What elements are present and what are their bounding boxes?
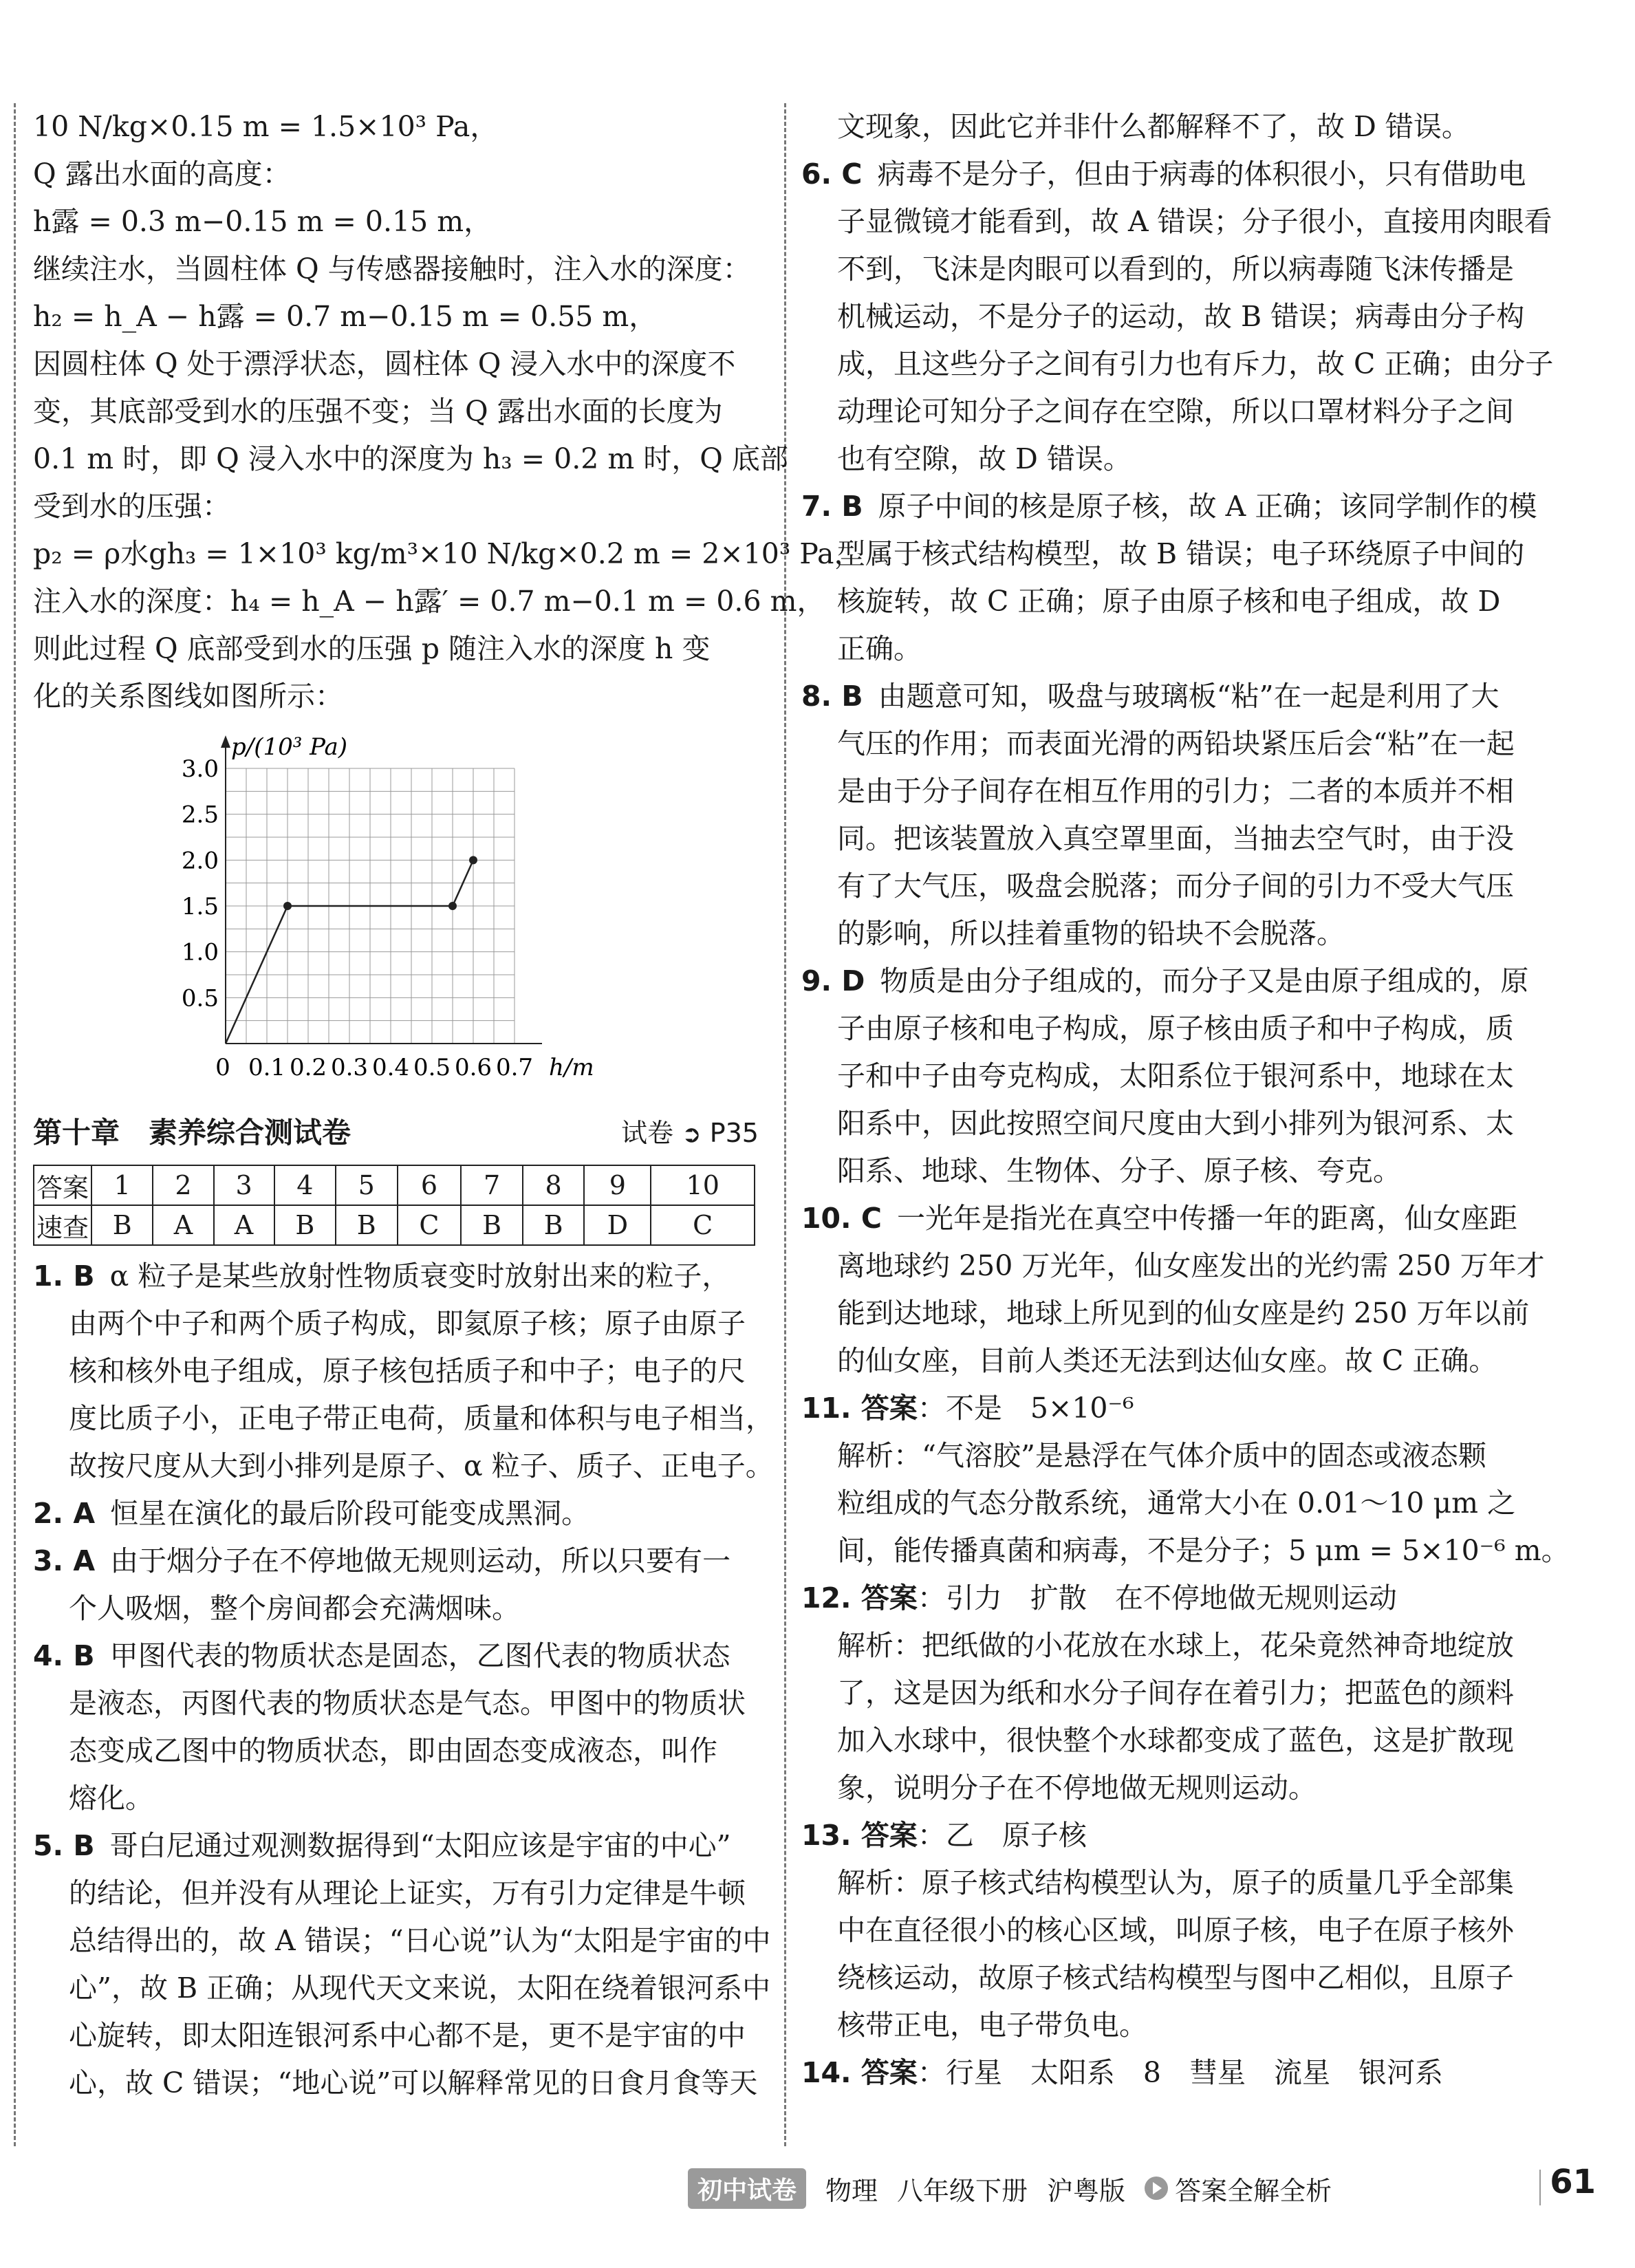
answer-item <box>801 1575 1599 1812</box>
answer-text: 由于烟分子在不停地做无规则运动，所以只要有一 <box>110 1544 731 1577</box>
answer-line: 离地球约 250 万光年，仙女座发出的光约需 250 万年才 <box>837 1249 1545 1282</box>
answer-text: α 粒子是某些放射性物质衰变时放射出来的粒子， <box>109 1260 730 1293</box>
answer-number-row <box>34 1165 755 1205</box>
answer-line: 核带正电，电子带负电。 <box>837 2009 1147 2042</box>
answer-line: 心旋转，即太阳连银河系中心都不是，更不是宇宙的中 <box>69 2019 746 2052</box>
answer-number-label: 9. D <box>801 964 865 997</box>
footer-subject: 物理 <box>825 2175 878 2206</box>
answer-line: 的结论，但并没有从理论上证实，万有引力定律是牛顿 <box>69 1877 746 1910</box>
page-footer <box>688 2163 1596 2210</box>
answer-line <box>801 151 1599 198</box>
answer-number-label: 14. 答案 <box>801 2056 918 2089</box>
answer-item <box>33 1253 774 1490</box>
answer-text: ：不是 5×10⁻⁶ <box>917 1392 1134 1425</box>
answer-item <box>801 958 1599 1195</box>
answer-number-label: 4. B <box>33 1639 95 1672</box>
data-point <box>283 902 292 910</box>
footer-tagline: 答案全解全析 <box>1175 2175 1332 2206</box>
answer-text: 由题意可知，吸盘与玻璃板“粘”在一起是利用了大 <box>878 680 1499 713</box>
data-point <box>469 856 477 864</box>
footer-edition: 沪粤版 <box>1047 2175 1126 2206</box>
text-line: Q 露出水面的高度： <box>33 158 291 191</box>
right-answer-list <box>801 151 1599 2097</box>
answer-number-label: 7. B <box>801 490 863 523</box>
answer-line: 解析：把纸做的小花放在水球上，花朵竟然神奇地绽放 <box>837 1629 1514 1662</box>
text-line: 受到水的压强： <box>33 490 230 523</box>
answer-line: 同。把该装置放入真空罩里面，当抽去空气时，由于没 <box>837 822 1514 855</box>
answer-line: 机械运动，不是分子的运动，故 B 错误；病毒由分子构 <box>837 300 1525 333</box>
answer-line: 正确。 <box>837 632 922 665</box>
right-column <box>801 103 1599 2097</box>
answer-line <box>33 1822 759 1870</box>
series-badge: 初中试卷 <box>688 2168 806 2209</box>
answer-line <box>33 1490 759 1537</box>
answer-line: 个人吸烟，整个房间都会充满烟味。 <box>69 1592 520 1625</box>
answer-line: 故按尺度从大到小排列是原子、α 粒子、质子、正电子。 <box>69 1449 774 1482</box>
ref-page: P35 <box>709 1118 759 1148</box>
column-divider <box>784 103 786 2146</box>
answer-number-label: 12. 答案 <box>801 1581 918 1614</box>
text-line: 0.1 m 时，即 Q 浸入水中的深度为 h₃ = 0.2 m 时，Q 底部 <box>33 442 788 475</box>
answer-line: 阳系、地球、生物体、分子、原子核、夸克。 <box>837 1154 1401 1187</box>
answer-line: 绕核运动，故原子核式结构模型与图中乙相似，且原子 <box>837 1961 1514 1994</box>
answer-line: 阳系中，因此按照空间尺度由大到小排列为银河系、太 <box>837 1107 1514 1140</box>
answer-line <box>33 1537 759 1585</box>
x-tick-label: 0.2 <box>289 1054 327 1081</box>
answer-row-head: 答案 <box>34 1165 91 1205</box>
answer-line <box>801 1195 1599 1242</box>
answer-line <box>801 1812 1599 1859</box>
y-axis-label: p/(10³ Pa) <box>231 733 348 761</box>
answer-line <box>33 1253 759 1300</box>
answer-line: 态变成乙图中的物质状态，即由固态变成液态，叫作 <box>69 1734 717 1767</box>
text-line: 因圆柱体 Q 处于漂浮状态，圆柱体 Q 浸入水中的深度不 <box>33 347 736 380</box>
answer-item <box>801 151 1599 483</box>
answer-number-label: 11. 答案 <box>801 1392 918 1425</box>
answer-line: 粒组成的气态分散系统，通常大小在 0.01～10 μm 之 <box>837 1487 1516 1520</box>
answer-text: 恒星在演化的最后阶段可能变成黑洞。 <box>110 1497 590 1530</box>
y-tick-label: 1.0 <box>181 938 219 966</box>
answer-line: 成，且这些分子之间有引力也有斥力，故 C 正确；由分子 <box>837 347 1554 380</box>
play-icon <box>1145 2177 1168 2200</box>
answer-line: 象，说明分子在不停地做无规则运动。 <box>837 1771 1317 1804</box>
answer-line: 型属于核式结构模型，故 B 错误；电子环绕原子中间的 <box>837 537 1525 570</box>
section-header <box>33 1105 759 1160</box>
answer-line: 的影响，所以挂着重物的铅块不会脱落。 <box>837 917 1345 950</box>
answer-number: 3 <box>214 1165 274 1205</box>
answer-letter: C <box>651 1205 755 1245</box>
answer-line: 总结得出的，故 A 错误；“日心说”认为“太阳是宇宙的中 <box>69 1924 771 1957</box>
answer-line: 子由原子核和电子构成，原子核由质子和中子构成，质 <box>837 1012 1514 1045</box>
x-tick-label: 0.6 <box>454 1054 492 1081</box>
x-tick-label: 0.5 <box>413 1054 451 1081</box>
answer-number-label: 6. C <box>801 158 863 191</box>
answer-line: 熔化。 <box>69 1782 153 1815</box>
text-line: 注入水的深度：h₄ = h_A − h露′ = 0.7 m−0.1 m = 0.6 m， <box>33 585 825 618</box>
answer-text: 物质是由分子组成的，而分子又是由原子组成的，原 <box>880 964 1529 997</box>
answer-line: 加入水球中，很快整个水球都变成了蓝色，这是扩散现 <box>837 1724 1514 1757</box>
x-tick-label: 0.3 <box>330 1054 369 1081</box>
answer-number: 9 <box>584 1165 651 1205</box>
text-line: 变，其底部受到水的压强不变；当 Q 露出水面的长度为 <box>33 395 723 428</box>
data-point <box>448 902 457 910</box>
answer-number-label: 1. B <box>33 1260 95 1293</box>
footer-grade: 八年级下册 <box>897 2175 1028 2206</box>
x-tick-label: 0.7 <box>495 1054 534 1081</box>
answer-letter: B <box>523 1205 584 1245</box>
answer-letter: A <box>214 1205 274 1245</box>
y-tick-label: 1.5 <box>181 893 219 920</box>
answer-line: 气压的作用；而表面光滑的两铅块紧压后会“粘”在一起 <box>837 727 1515 760</box>
text-line: 继续注水，当圆柱体 Q 与传感器接触时，注入水的深度： <box>33 252 751 285</box>
answer-letter: D <box>584 1205 651 1245</box>
left-margin-divider <box>14 103 16 2146</box>
answer-item <box>33 1822 771 2107</box>
continued-line: 文现象，因此它并非什么都解释不了，故 D 错误。 <box>837 110 1470 143</box>
answer-line <box>801 673 1599 720</box>
answer-line: 解析：原子核式结构模型认为，原子的质量几乎全部集 <box>837 1866 1514 1899</box>
answer-number-label: 13. 答案 <box>801 1819 918 1852</box>
answer-line: 间，能传播真菌和病毒，不是分子；5 μm = 5×10⁻⁶ m。 <box>837 1534 1570 1567</box>
answer-text: 病毒不是分子，但由于病毒的体积很小，只有借助电 <box>877 158 1526 191</box>
answer-line: 解析：“气溶胶”是悬浮在气体介质中的固态或液态颗 <box>837 1439 1486 1472</box>
answer-number: 8 <box>523 1165 584 1205</box>
answer-line: 由两个中子和两个质子构成，即氦原子核；原子由原子 <box>69 1307 746 1340</box>
answer-item <box>801 1385 1599 1575</box>
page-number: 61 <box>1550 2163 1596 2201</box>
ref-label: 试卷 <box>621 1118 674 1148</box>
answer-text: ：行星 太阳系 8 彗星 流星 银河系 <box>917 2056 1443 2089</box>
answer-number-label: 8. B <box>801 680 863 713</box>
answer-line: 的仙女座，目前人类还无法到达仙女座。故 C 正确。 <box>837 1344 1497 1377</box>
y-tick-label: 2.0 <box>181 847 219 875</box>
answer-text: 甲图代表的物质状态是固态，乙图代表的物质状态 <box>109 1639 730 1672</box>
answer-item <box>801 483 1599 673</box>
answer-text: ：乙 原子核 <box>917 1819 1087 1852</box>
y-axis-arrow <box>221 735 230 748</box>
answer-line: 了，这是因为纸和水分子间存在着引力；把蓝色的颜料 <box>837 1676 1514 1709</box>
y-tick-label: 2.5 <box>181 801 219 829</box>
answer-letter: B <box>336 1205 397 1245</box>
answer-item <box>33 1490 759 1537</box>
y-tick-label: 0.5 <box>181 984 219 1013</box>
answer-item <box>801 1195 1599 1385</box>
text-line: 则此过程 Q 底部受到水的压强 p 随注入水的深度 h 变 <box>33 632 711 665</box>
answer-number: 4 <box>274 1165 336 1205</box>
answer-text: 原子中间的核是原子核，故 A 正确；该同学制作的模 <box>878 490 1537 523</box>
section-reference <box>621 1105 759 1162</box>
answer-text: ：引力 扩散 在不停地做无规则运动 <box>917 1581 1397 1614</box>
answer-number: 7 <box>461 1165 522 1205</box>
left-answer-list <box>33 1253 774 2107</box>
text-line: p₂ = ρ水gh₃ = 1×10³ kg/m³×10 N/kg×0.2 m = 2×10³ Pa， <box>33 537 863 570</box>
answer-line <box>801 2049 1599 2097</box>
answer-letter-row <box>34 1205 755 1245</box>
answer-item <box>33 1632 759 1822</box>
answer-number: 1 <box>91 1165 153 1205</box>
answer-line: 核旋转，故 C 正确；原子由原子核和电子组成，故 D <box>837 585 1501 618</box>
answer-line <box>33 1632 759 1680</box>
answer-line: 不到，飞沫是肉眼可以看到的，所以病毒随飞沫传播是 <box>837 252 1514 285</box>
answer-letter: C <box>398 1205 462 1245</box>
answer-number-label: 5. B <box>33 1829 95 1862</box>
answer-number-label: 10. C <box>801 1202 882 1235</box>
answer-line: 中在直径很小的核心区域，叫原子核，电子在原子核外 <box>837 1914 1514 1947</box>
answer-line <box>801 483 1599 530</box>
text-line: h₂ = h_A − h露 = 0.7 m−0.15 m = 0.55 m， <box>33 300 658 333</box>
answer-letter: B <box>91 1205 153 1245</box>
answer-number-label: 2. A <box>33 1497 96 1530</box>
answer-text: 哥白尼通过观测数据得到“太阳应该是宇宙的中心” <box>109 1829 731 1862</box>
footer-separator <box>1539 2170 1541 2205</box>
answer-item <box>801 1812 1599 2049</box>
answer-line: 能到达地球，地球上所见到的仙女座是约 250 万年以前 <box>837 1297 1530 1330</box>
answer-line: 度比质子小，正电子带正电荷，质量和体积与电子相当， <box>69 1402 774 1435</box>
section-title: 第十章 素养综合测试卷 <box>33 1116 351 1149</box>
answer-line <box>801 1385 1599 1432</box>
answer-number: 10 <box>651 1165 755 1205</box>
answer-line: 也有空隙，故 D 错误。 <box>837 442 1131 475</box>
answer-line <box>801 958 1599 1005</box>
x-tick-label: 0.1 <box>248 1054 286 1081</box>
answer-number: 5 <box>336 1165 397 1205</box>
answer-line: 心，故 C 错误；“地心说”可以解释常见的日食月食等天 <box>69 2066 758 2099</box>
answer-line: 是液态，丙图代表的物质状态是气态。甲图中的物质状 <box>69 1687 746 1720</box>
pressure-depth-chart <box>171 720 638 1105</box>
answer-item <box>801 673 1599 958</box>
answer-number: 2 <box>153 1165 213 1205</box>
answer-line: 子和中子由夸克构成，太阳系位于银河系中，地球在太 <box>837 1059 1514 1092</box>
answer-number-label: 3. A <box>33 1544 96 1577</box>
answer-line: 动理论可知分子之间存在空隙，所以口罩材料分子之间 <box>837 395 1514 428</box>
arrow-right-circle-icon: ➲ <box>682 1121 702 1148</box>
answer-letter: B <box>274 1205 336 1245</box>
answer-row-head-2: 速查 <box>34 1205 91 1245</box>
answer-line: 心”，故 B 正确；从现代天文来说，太阳在绕着银河系中 <box>69 1972 771 2005</box>
answer-line: 核和核外电子组成，原子核包括质子和中子；电子的尺 <box>69 1354 746 1387</box>
answer-letter: A <box>153 1205 213 1245</box>
answer-text: 一光年是指光在真空中传播一年的距离，仙女座距 <box>897 1202 1517 1235</box>
text-line: 10 N/kg×0.15 m = 1.5×10³ Pa， <box>33 110 499 143</box>
text-line: h露 = 0.3 m−0.15 m = 0.15 m， <box>33 205 492 238</box>
y-tick-label: 3.0 <box>181 755 219 783</box>
answer-line <box>801 1575 1599 1622</box>
answer-number: 6 <box>398 1165 462 1205</box>
answer-item <box>33 1537 759 1632</box>
answer-line: 是由于分子间存在相互作用的引力；二者的本质并不相 <box>837 775 1514 808</box>
answer-key-table <box>33 1165 755 1246</box>
answer-line: 子显微镜才能看到，故 A 错误；分子很小，直接用肉眼看 <box>837 205 1552 238</box>
answer-item <box>801 2049 1599 2097</box>
text-line: 化的关系图线如图所示： <box>33 680 343 713</box>
x-tick-label: 0 <box>215 1054 230 1081</box>
answer-letter: B <box>461 1205 522 1245</box>
chart-svg <box>171 720 638 1105</box>
x-tick-label: 0.4 <box>371 1054 410 1081</box>
answer-line: 有了大气压，吸盘会脱落；而分子间的引力不受大气压 <box>837 870 1514 903</box>
x-axis-label: h/m <box>549 1054 594 1081</box>
